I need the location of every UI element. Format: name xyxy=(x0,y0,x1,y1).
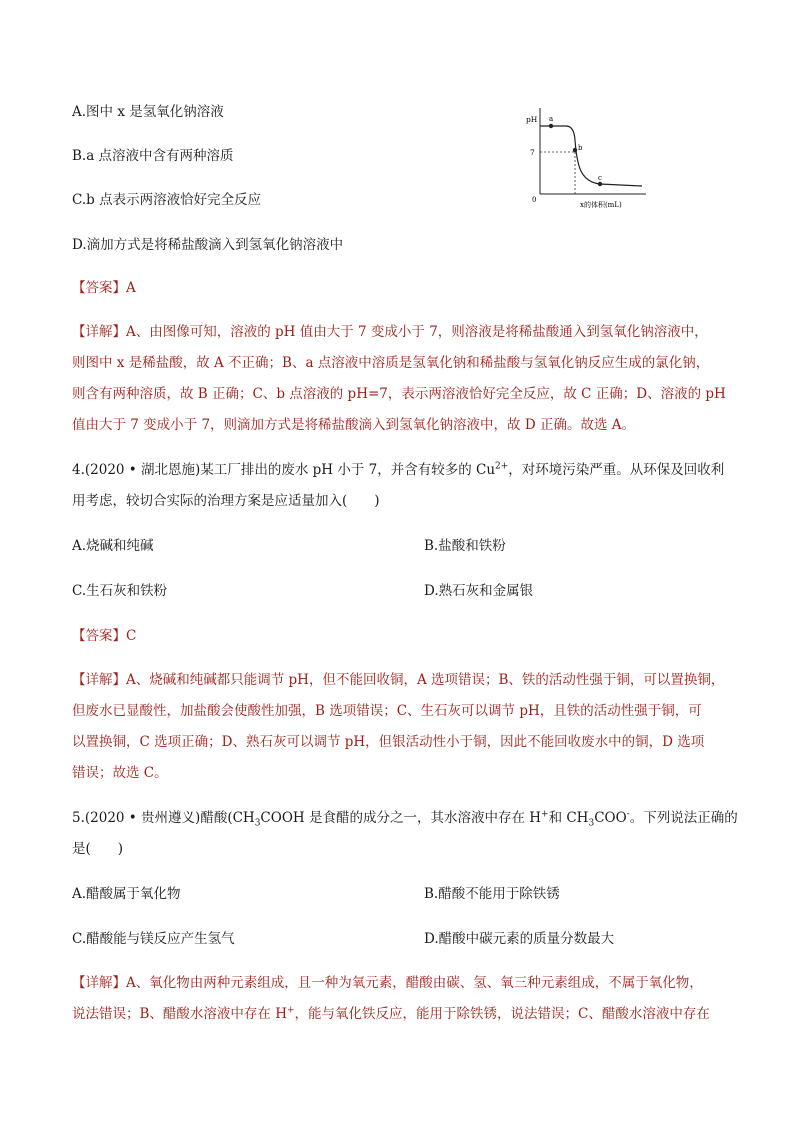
q5-stem-line-1 xyxy=(72,808,738,828)
q4-option-a: A.烧碱和纯碱 xyxy=(72,538,154,554)
q5-explain-line-2 xyxy=(72,1004,710,1024)
q5-stem-line-2: 是( ) xyxy=(72,841,124,857)
origin-label: 0 xyxy=(532,196,537,204)
q4-explain-line-3: 以置换铜，C 选项正确；D、熟石灰可以调节 pH，但银活动性小于铜，因此不能回收废水中的铜，D 选项 xyxy=(72,734,705,750)
q5-stem-part-e: 。下列说法正确的 xyxy=(629,810,738,826)
q3-option-b: B.a 点溶液中含有两种溶质 xyxy=(72,148,234,164)
q5-stem-part-c: 和 CH xyxy=(548,810,589,826)
q5-option-c: C.醋酸能与镁反应产生氢气 xyxy=(72,931,235,947)
q5-option-b: B.醋酸不能用于除铁锈 xyxy=(424,886,560,902)
ph-curve-figure xyxy=(522,100,652,212)
cu-charge: 2+ xyxy=(495,461,509,472)
q4-stem-suffix: ，对环境污染严重。从环保及回收利 xyxy=(508,462,725,478)
q3-explain-line-2: 则图中 x 是稀盐酸，故 A 不正确；B、a 点溶液中溶质是氢氧化钠和稀盐酸与氢氧化钠反应生成的氯化钠， xyxy=(72,355,710,371)
q5-stem-part-a: 5.(2020 • 贵州遵义)醋酸(CH xyxy=(72,810,255,826)
point-c-label: c xyxy=(598,174,602,182)
q5-option-d: D.醋酸中碳元素的质量分数最大 xyxy=(424,931,615,947)
x-axis-label: x的体积(mL) xyxy=(580,201,622,209)
q3-explain-line-1: 【详解】A、由图像可知，溶液的 pH 值由大于 7 变成小于 7，则溶液是将稀盐酸通入到氢氧化钠溶液中， xyxy=(72,324,708,340)
q5-option-a: A.醋酸属于氧化物 xyxy=(72,886,181,902)
q3-explain-line-4: 值由大于 7 变成小于 7，则滴加方式是将稀盐酸滴入到氢氧化钠溶液中，故 D 正确。故选 A。 xyxy=(72,417,635,433)
point-a-dot xyxy=(549,124,553,128)
ph-curve xyxy=(540,126,642,186)
q4-stem-line-1 xyxy=(72,460,724,480)
q5-explain-sup: + xyxy=(287,1005,295,1016)
q3-answer: 【答案】A xyxy=(72,280,136,296)
q4-explain-line-1: 【详解】A、烧碱和纯碱都只能调节 pH，但不能回收铜，A 选项错误；B、铁的活动性强于铜，可以置换铜， xyxy=(72,672,725,688)
q4-answer: 【答案】C xyxy=(72,628,137,644)
q5-stem-part-b: COOH 是食醋的成分之一，其水溶液中存在 H xyxy=(260,810,542,826)
q5-sup-1: + xyxy=(541,809,549,820)
q5-stem-part-d: COO xyxy=(594,810,627,826)
q4-option-d: D.熟石灰和金属银 xyxy=(424,583,534,599)
point-c-dot xyxy=(598,182,602,186)
q4-explain-line-4: 错误；故选 C。 xyxy=(72,765,168,781)
y-tick-7: 7 xyxy=(530,148,535,157)
q5-explain-line-1: 【详解】A、氧化物由两种元素组成，且一种为氧元素，醋酸由碳、氢、氧三种元素组成，不属于氧化物， xyxy=(72,975,703,991)
point-a-label: a xyxy=(549,115,554,123)
q3-option-a: A.图中 x 是氢氧化钠溶液 xyxy=(72,104,224,120)
y-axis-label: pH xyxy=(526,115,538,124)
q5-explain-part-b: ，能与氧化铁反应，能用于除铁锈，说法错误；C、醋酸水溶液中存在 xyxy=(294,1006,710,1022)
q3-option-d: D.滴加方式是将稀盐酸滴入到氢氧化钠溶液中 xyxy=(72,237,344,253)
q5-sub-1: 3 xyxy=(254,818,261,829)
q5-sub-2: 3 xyxy=(588,818,595,829)
q4-explain-line-2: 但废水已显酸性，加盐酸会使酸性加强，B 选项错误；C、生石灰可以调节 pH，且铁的活动性强于铜，可 xyxy=(72,703,702,719)
q4-option-b: B.盐酸和铁粉 xyxy=(424,538,506,554)
q4-stem-prefix: 4.(2020 • 湖北恩施)某工厂排出的废水 pH 小于 7，并含有较多的 Cu xyxy=(72,462,496,478)
point-b-dot xyxy=(573,148,577,152)
q4-option-c: C.生石灰和铁粉 xyxy=(72,583,168,599)
q3-option-c: C.b 点表示两溶液恰好完全反应 xyxy=(72,192,262,208)
q5-sup-2: - xyxy=(626,809,630,820)
point-b-label: b xyxy=(578,144,583,152)
q4-stem-line-2: 用考虑，较切合实际的治理方案是应适量加入( ) xyxy=(72,493,380,509)
q3-explain-line-3: 则含有两种溶质，故 B 正确；C、b 点溶液的 pH=7，表示两溶液恰好完全反应，故 C 正确；D、溶液的 pH xyxy=(72,386,726,402)
q5-explain-part-a: 说法错误；B、醋酸水溶液中存在 H xyxy=(72,1006,287,1022)
